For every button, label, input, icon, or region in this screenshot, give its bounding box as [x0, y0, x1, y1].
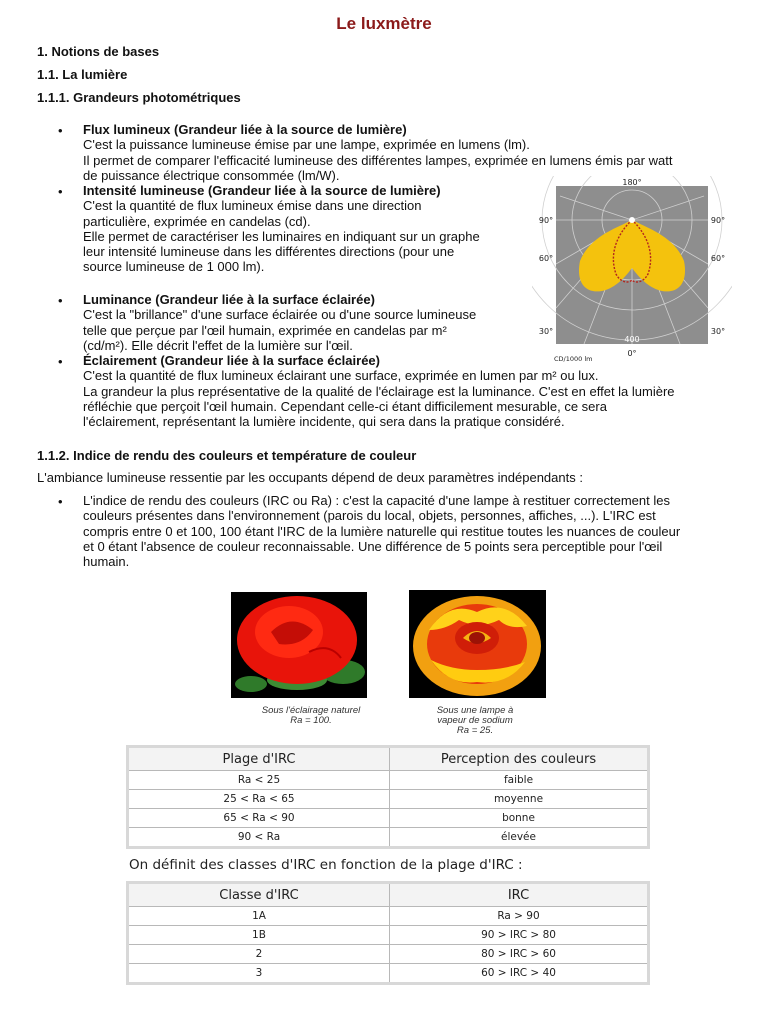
bullet-line: Il permet de comparer l'efficacité lumineuse des différentes lampes, exprimée en lumens émis par watt: [83, 152, 673, 168]
table-row: [128, 790, 649, 809]
table-cell: 90 < Ra: [128, 828, 390, 848]
bullet-line: et 0 étant l'absence de couleur reconnaissable. Une différence de 5 points sera perceptible pour l'œil: [83, 538, 663, 554]
bullet-term: Éclairement (Grandeur liée à la surface éclairée): [83, 353, 380, 368]
label-90-left: 90°: [538, 216, 554, 225]
table-row: [128, 926, 649, 945]
label-400: 400: [624, 335, 640, 344]
label-180: 180°: [622, 178, 642, 187]
caption-line: vapeur de sodium: [437, 715, 513, 726]
label-30-left: 30°: [538, 327, 554, 336]
caption-line: Sous une lampe à: [436, 705, 514, 716]
table-cell: 90 > IRC > 80: [390, 926, 649, 945]
table-row: [128, 828, 649, 848]
bullet-term: Intensité lumineuse (Grandeur liée à la source de lumière): [83, 183, 441, 198]
page-title: Le luxmètre: [336, 14, 432, 33]
bullet-term: Luminance (Grandeur liée à la surface éclairée): [83, 292, 375, 307]
table-cell: élevée: [390, 828, 649, 848]
label-0: 0°: [627, 349, 637, 358]
bullet-line: l'éclairement, représentant la lumière incidente, qui sera dans la pratique considéré.: [83, 414, 565, 430]
table-cell: 25 < Ra < 65: [128, 790, 390, 809]
table-cell: 1B: [128, 926, 390, 945]
caption-natural: [231, 706, 391, 726]
bullet-intensite: [83, 183, 523, 275]
bullet-line: C'est la "brillance" d'une surface éclairée ou d'une source lumineuse: [83, 307, 477, 323]
irc-range-table: [126, 745, 650, 849]
table-row: [128, 771, 649, 790]
bullet-line: de puissance électrique consommée (lm/W).: [83, 167, 340, 183]
table-row: [128, 964, 649, 984]
heading-notions: 1. Notions de bases: [37, 44, 160, 59]
table-cell: 2: [128, 945, 390, 964]
caption-line: Ra = 25.: [456, 725, 494, 736]
irc-classes-note: On définit des classes d'IRC en fonction de la plage d'IRC :: [129, 857, 523, 873]
bullet-flux: [83, 122, 743, 183]
label-unit: CD/1000 lm: [554, 355, 593, 363]
heading-lumiere: 1.1. La lumière: [37, 67, 128, 82]
bullet-irc: [83, 493, 753, 569]
bullet-line: leur intensité lumineuse dans les différentes directions (pour une: [83, 244, 455, 260]
bullet-dot: •: [58, 123, 63, 138]
label-60-right: 60°: [710, 254, 726, 263]
bullet-line: C'est la quantité de flux lumineux émise dans une direction: [83, 198, 422, 214]
bullet-line: (cd/m²). Elle décrit l'effet de la lumière sur l'œil.: [83, 337, 353, 353]
bullet-line: Elle permet de caractériser les luminaires en indiquant sur un graphe: [83, 228, 480, 244]
table-header: IRC: [390, 883, 649, 907]
table-cell: Ra < 25: [128, 771, 390, 790]
bullet-dot: •: [58, 494, 63, 509]
bullet-line: C'est la puissance lumineuse émise par une lampe, exprimée en lumens (lm).: [83, 137, 530, 153]
table-cell: 65 < Ra < 90: [128, 809, 390, 828]
label-30-right: 30°: [710, 327, 726, 336]
irc-class-table: [126, 881, 650, 985]
caption-sodium: [405, 706, 545, 736]
heading-irc: 1.1.2. Indice de rendu des couleurs et température de couleur: [37, 448, 417, 463]
bullet-dot: •: [58, 354, 63, 369]
bullet-line: particulière, exprimée en candelas (cd).: [83, 213, 311, 229]
table-cell: 60 > IRC > 40: [390, 964, 649, 984]
heading-grandeurs: 1.1.1. Grandeurs photométriques: [37, 90, 241, 105]
table-header-row: [128, 883, 649, 907]
table-header: Plage d'IRC: [128, 747, 390, 771]
bullet-line: source lumineuse de 1 000 lm).: [83, 259, 265, 275]
table-cell: Ra > 90: [390, 907, 649, 926]
bullet-line: La grandeur la plus représentative de la qualité de l'éclairage est la luminance. C'est en effet la lumière: [83, 383, 675, 399]
bullet-dot: •: [58, 184, 63, 199]
table-row: [128, 907, 649, 926]
table-row: [128, 945, 649, 964]
table-cell: 3: [128, 964, 390, 984]
bullet-dot: •: [58, 293, 63, 308]
bullet-term: Flux lumineux (Grandeur liée à la source de lumière): [83, 122, 407, 137]
rose-sodium-lamp-image: [409, 590, 546, 698]
bullet-luminance: [83, 292, 523, 353]
polar-center: [629, 217, 635, 223]
bullet-line: humain.: [83, 554, 130, 570]
label-90-right: 90°: [710, 216, 726, 225]
caption-line: Sous l'éclairage naturel: [261, 705, 361, 716]
bullet-line: compris entre 0 et 100, 100 étant l'IRC de la lumière naturelle qui restitue toutes les nuances de couleur: [83, 523, 681, 539]
bullet-eclairement: [83, 353, 753, 429]
table-row: [128, 809, 649, 828]
caption-line: Ra = 100.: [290, 715, 332, 726]
table-cell: faible: [390, 771, 649, 790]
bullet-line: couleurs présentes dans l'environnement (parois du local, objets, personnes, affiches, ...). L'IRC est: [83, 508, 656, 524]
label-60-left: 60°: [538, 254, 554, 263]
bullet-line: C'est la quantité de flux lumineux éclairant une surface, exprimée en lumen par m² ou lux.: [83, 368, 599, 384]
bullet-line: réfléchie que perçoit l'œil humain. Cependant celle-ci étant difficilement mesurable, ce sera: [83, 398, 607, 414]
table-header-row: [128, 747, 649, 771]
bullet-line: L'indice de rendu des couleurs (IRC ou Ra) : c'est la capacité d'une lampe à restituer correctement les: [83, 493, 670, 508]
table-cell: moyenne: [390, 790, 649, 809]
rose-natural-light-image: [231, 592, 367, 698]
polar-intensity-diagram: [532, 176, 732, 366]
table-cell: 1A: [128, 907, 390, 926]
table-header: Perception des couleurs: [390, 747, 649, 771]
table-header: Classe d'IRC: [128, 883, 390, 907]
intro-irc: L'ambiance lumineuse ressentie par les occupants dépend de deux paramètres indépendants :: [37, 470, 583, 485]
bullet-line: telle que perçue par l'œil humain, exprimée en candelas par m²: [83, 322, 447, 338]
table-cell: 80 > IRC > 60: [390, 945, 649, 964]
table-cell: bonne: [390, 809, 649, 828]
